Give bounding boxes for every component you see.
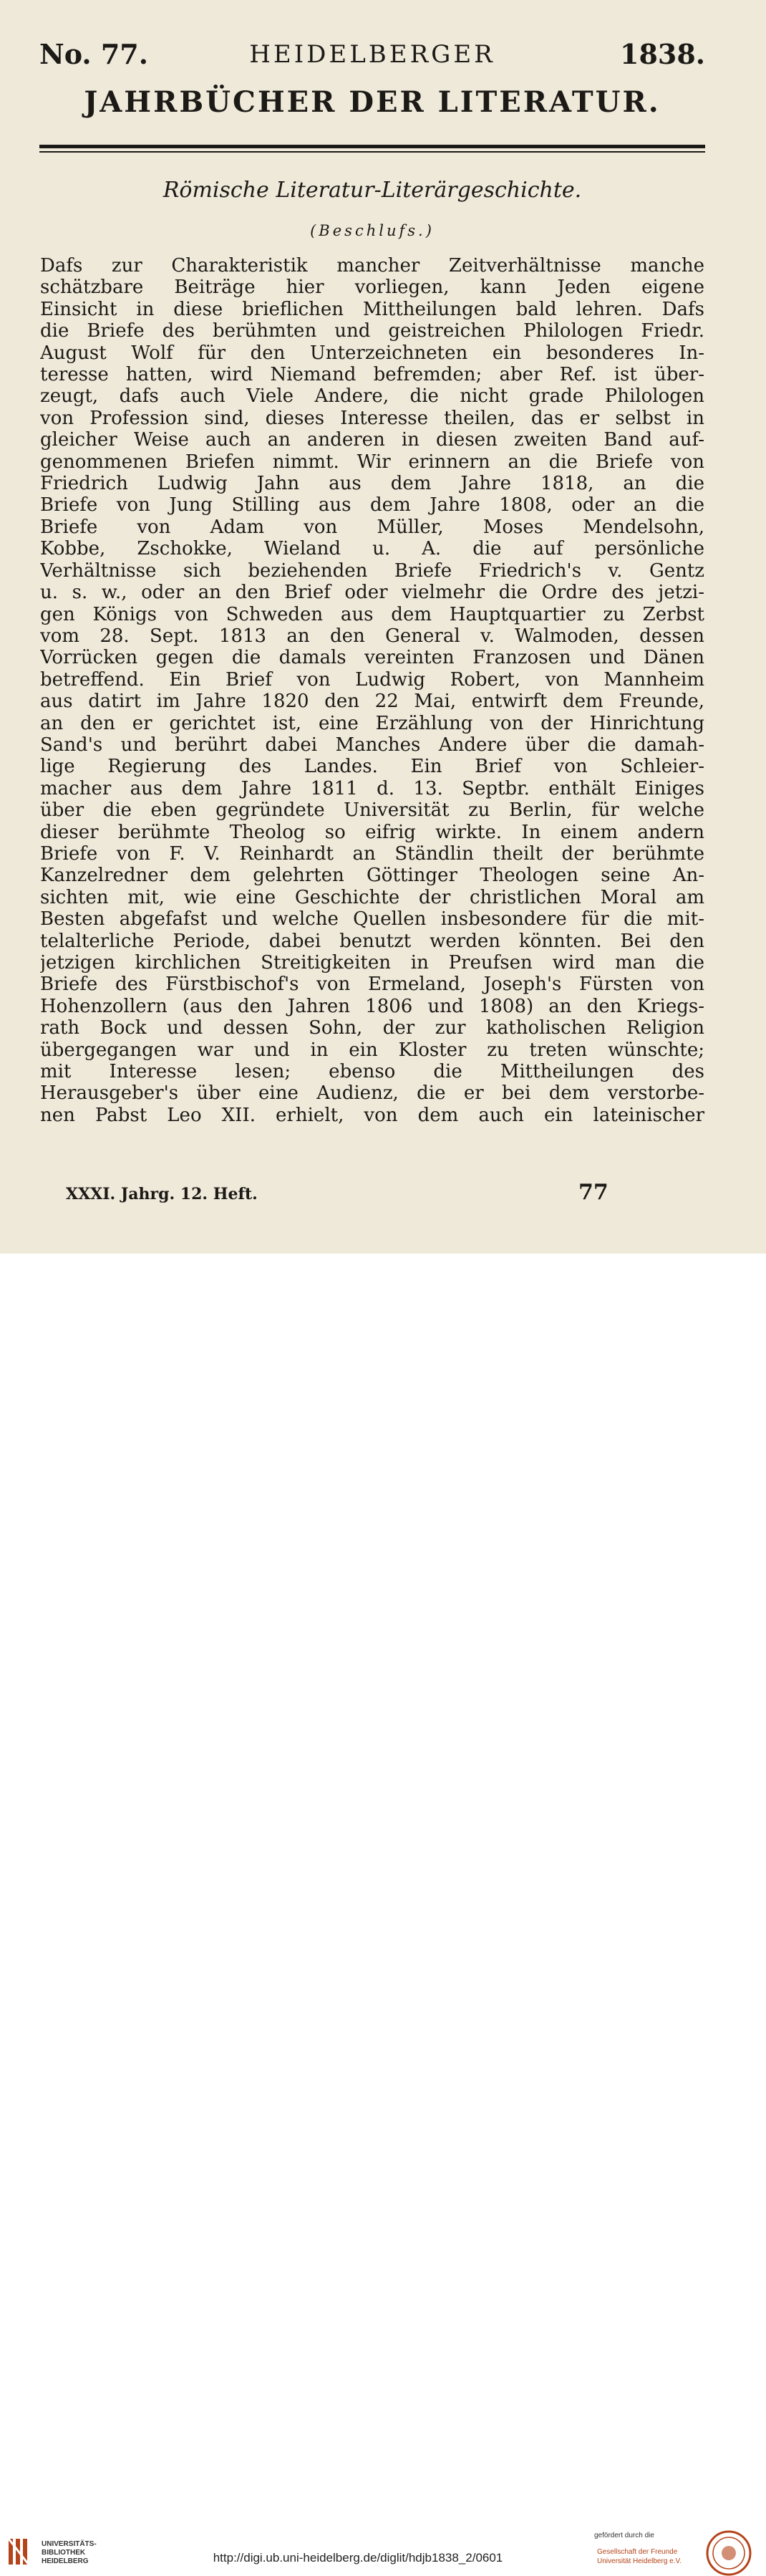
body-line: gleicher Weise auch an anderen in diesen zweiten Band auf- xyxy=(40,429,704,451)
body-line: Sand's und berührt dabei Manches Andere über die damah- xyxy=(40,734,704,756)
body-line: Briefe von Jung Stilling aus dem Jahre 1808, oder an die xyxy=(40,494,704,516)
body-line: u. s. w., oder an den Brief oder vielmehr die Ordre des jetzi- xyxy=(40,582,704,604)
society-name xyxy=(597,2547,682,2566)
header-rule-thick xyxy=(39,145,705,148)
journal-name: HEIDELBERGER xyxy=(249,40,495,69)
body-line: Dafs zur Charakteristik mancher Zeitverhältnisse manche xyxy=(40,255,704,277)
body-line: macher aus dem Jahre 1811 d. 13. Septbr. enthält Einiges xyxy=(40,777,704,799)
body-line: schätzbare Beiträge hier vorliegen, kann Jeden eigene xyxy=(40,277,704,299)
body-line: übergegangen war und in ein Kloster zu treten wünschte; xyxy=(40,1039,704,1061)
body-line: betreffend. Ein Brief von Ludwig Robert, von Mannheim xyxy=(40,668,704,691)
body-line: teresse hatten, wird Niemand befremden; aber Ref. ist über- xyxy=(40,364,704,386)
section-subtitle: (Beschlufs.) xyxy=(310,222,435,239)
body-line: mit Interesse lesen; ebenso die Mittheilungen des xyxy=(40,1061,704,1083)
body-line: Besten abgefafst und welche Quellen insbesondere für die mit- xyxy=(40,908,704,931)
permalink-url[interactable]: http://digi.ub.uni-heidelberg.de/diglit/hdjb1838_2/0601 xyxy=(213,2551,503,2565)
header-rule-thin xyxy=(39,151,705,153)
body-line: Vorrücken gegen die damals vereinten Franzosen und Dänen xyxy=(40,647,704,669)
body-line: Hohenzollern (aus den Jahren 1806 und 1808) an den Kriegs- xyxy=(40,995,704,1017)
body-line: dieser berühmte Theolog so eifrig wirkte. In einem andern xyxy=(40,821,704,843)
page-number: 77 xyxy=(578,1180,609,1205)
journal-title: JAHRBÜCHER DER LITERATUR. xyxy=(84,85,661,119)
body-line: vom 28. Sept. 1813 an den General v. Walmoden, dessen xyxy=(40,625,704,647)
article-body xyxy=(40,255,704,1126)
body-line: lige Regierung des Landes. Ein Brief von Schleier- xyxy=(40,756,704,778)
body-line: genommenen Briefen nimmt. Wir erinnern an die Briefe von xyxy=(40,451,704,473)
society-name-line: Universität Heidelberg e.V. xyxy=(597,2557,682,2565)
library-name-line: UNIVERSITÄTS- xyxy=(42,2540,97,2548)
running-header xyxy=(39,37,705,72)
body-line: gen Königs von Schweden aus dem Hauptquartier zu Zerbst xyxy=(40,603,704,625)
body-line: die Briefe des berühmten und geistreichen Philologen Friedr. xyxy=(40,320,704,342)
body-line: August Wolf für den Unterzeichneten ein besonderes In- xyxy=(40,342,704,364)
body-line: Verhältnisse sich beziehenden Briefe Friedrich's v. Gentz xyxy=(40,559,704,582)
body-line: Briefe des Fürstbischof's von Ermeland, Joseph's Fürsten von xyxy=(40,974,704,996)
funded-by-label: gefördert durch die xyxy=(594,2532,654,2539)
body-line: zeugt, dafs auch Viele Andere, die nicht grade Philologen xyxy=(40,385,704,408)
body-line: telalterliche Periode, dabei benutzt werden könnten. Bei den xyxy=(40,930,704,952)
body-line: Kanzelredner dem gelehrten Göttinger Theologen seine An- xyxy=(40,865,704,887)
viewer-footer xyxy=(0,1254,766,2565)
issue-number: No. 77. xyxy=(39,38,148,70)
scanned-page xyxy=(0,0,766,1254)
section-title: Römische Literatur-Literärgeschichte. xyxy=(163,178,582,203)
issue-year: 1838. xyxy=(620,38,705,70)
body-line: Briefe von Adam von Müller, Moses Mendelsohn, xyxy=(40,516,704,538)
society-name-line: Gesellschaft der Freunde xyxy=(597,2548,678,2556)
body-line: sichten mit, wie eine Geschichte der christlichen Moral am xyxy=(40,886,704,908)
body-line: nen Pabst Leo XII. erhielt, von dem auch ein lateinischer xyxy=(40,1104,704,1126)
society-seal-icon xyxy=(706,2530,752,2576)
library-name-line: BIBLIOTHEK xyxy=(42,2549,86,2557)
signature-line: XXXI. Jahrg. 12. Heft. xyxy=(66,1185,258,1203)
body-line: über die eben gegründete Universität zu Berlin, für welche xyxy=(40,799,704,822)
library-name xyxy=(42,2540,97,2566)
body-line: Kobbe, Zschokke, Wieland u. A. die auf persönliche xyxy=(40,538,704,560)
body-line: aus datirt im Jahre 1820 den 22 Mai, entwirft dem Freunde, xyxy=(40,691,704,713)
body-line: an den er gerichtet ist, eine Erzählung von der Hinrichtung xyxy=(40,712,704,734)
library-name-line: HEIDELBERG xyxy=(42,2557,89,2565)
body-line: Einsicht in diese brieflichen Mittheilungen bald lehren. Dafs xyxy=(40,298,704,320)
library-logo-icon xyxy=(7,2536,31,2567)
body-line: Herausgeber's über eine Audienz, die er bei dem verstorbe- xyxy=(40,1082,704,1105)
body-line: Friedrich Ludwig Jahn aus dem Jahre 1818, an die xyxy=(40,473,704,495)
body-line: rath Bock und dessen Sohn, der zur katholischen Religion xyxy=(40,1017,704,1039)
body-line: Briefe von F. V. Reinhardt an Ständlin theilt der berühmte xyxy=(40,842,704,865)
body-line: jetzigen kirchlichen Streitigkeiten in Preufsen wird man die xyxy=(40,952,704,974)
body-line: von Profession sind, dieses Interesse theilen, das er selbst in xyxy=(40,407,704,429)
